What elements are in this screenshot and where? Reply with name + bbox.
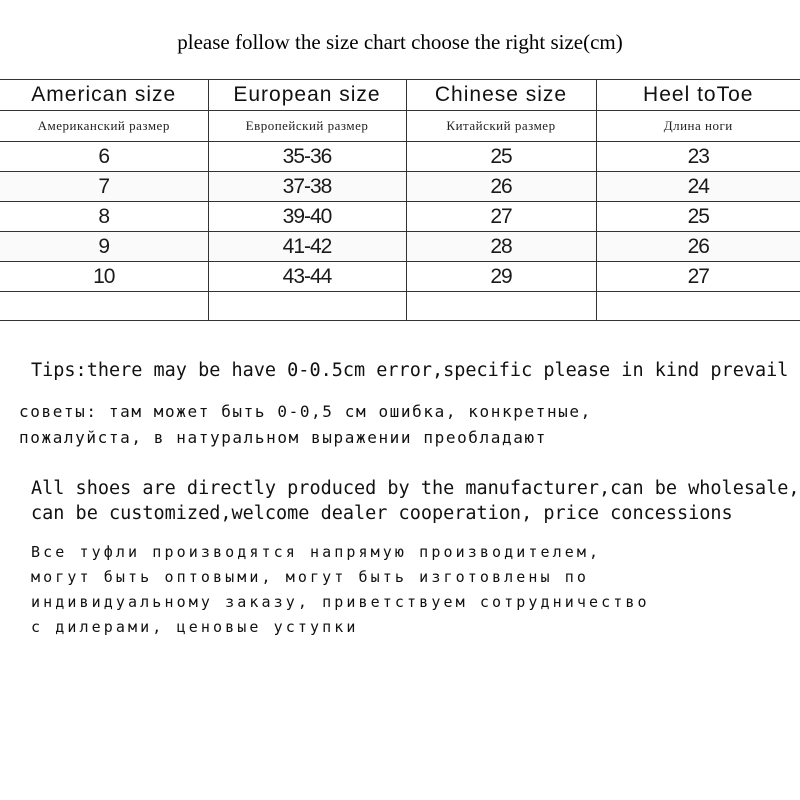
wholesale-english-line-2: can be customized,welcome dealer cooperation, price concessions [31,503,733,524]
table-row [0,142,800,172]
heel-to-toe-cell: 25 [596,202,800,232]
chinese-size-cell: 29 [406,262,596,292]
header-american-size: American size [0,80,208,111]
header-foot-length-ru: Длина ноги [596,111,800,142]
tips-russian-line-2: пожалуйста, в натуральном выражении преобладают [19,428,547,447]
wholesale-russian-line-3: индивидуальному заказу, приветствуем сотрудничество [31,593,650,611]
table-row [0,172,800,202]
wholesale-russian-line-2: могут быть оптовыми, могут быть изготовлены по [31,568,590,586]
chinese-size-cell: 25 [406,142,596,172]
american-size-cell: 7 [0,172,208,202]
wholesale-english-line-1: All shoes are directly produced by the manufacturer,can be wholesale, [31,478,800,499]
tips-english: Tips:there may be have 0-0.5cm error,specific please in kind prevail [31,360,789,381]
empty-table-row [0,292,800,321]
tips-russian [0,399,800,451]
heel-to-toe-cell: 24 [596,172,800,202]
european-size-cell: 37-38 [208,172,406,202]
american-size-cell: 9 [0,232,208,262]
chinese-size-cell: 26 [406,172,596,202]
size-chart-table [0,79,800,321]
header-row-english [0,80,800,111]
wholesale-english [0,476,800,526]
heel-to-toe-cell: 27 [596,262,800,292]
american-size-cell: 6 [0,142,208,172]
empty-cell [0,292,208,321]
heel-to-toe-cell: 23 [596,142,800,172]
chinese-size-cell: 28 [406,232,596,262]
header-european-size-ru: Европейский размер [208,111,406,142]
header-chinese-size-ru: Китайский размер [406,111,596,142]
european-size-cell: 43-44 [208,262,406,292]
header-heel-to-toe: Heel toToe [596,80,800,111]
european-size-cell: 35-36 [208,142,406,172]
chinese-size-cell: 27 [406,202,596,232]
table-row [0,262,800,292]
header-american-size-ru: Американский размер [0,111,208,142]
page-title: please follow the size chart choose the right size(cm) [177,30,623,54]
tips-russian-line-1: советы: там может быть 0-0,5 см ошибка, конкретные, [19,402,592,421]
table-row [0,202,800,232]
header-row-russian [0,111,800,142]
american-size-cell: 10 [0,262,208,292]
european-size-cell: 41-42 [208,232,406,262]
european-size-cell: 39-40 [208,202,406,232]
wholesale-russian [0,540,800,640]
empty-cell [208,292,406,321]
header-european-size: European size [208,80,406,111]
empty-cell [406,292,596,321]
heel-to-toe-cell: 26 [596,232,800,262]
wholesale-russian-line-4: с дилерами, ценовые уступки [31,618,359,636]
american-size-cell: 8 [0,202,208,232]
header-chinese-size: Chinese size [406,80,596,111]
empty-cell [596,292,800,321]
table-row [0,232,800,262]
wholesale-russian-line-1: Все туфли производятся напрямую производителем, [31,543,602,561]
